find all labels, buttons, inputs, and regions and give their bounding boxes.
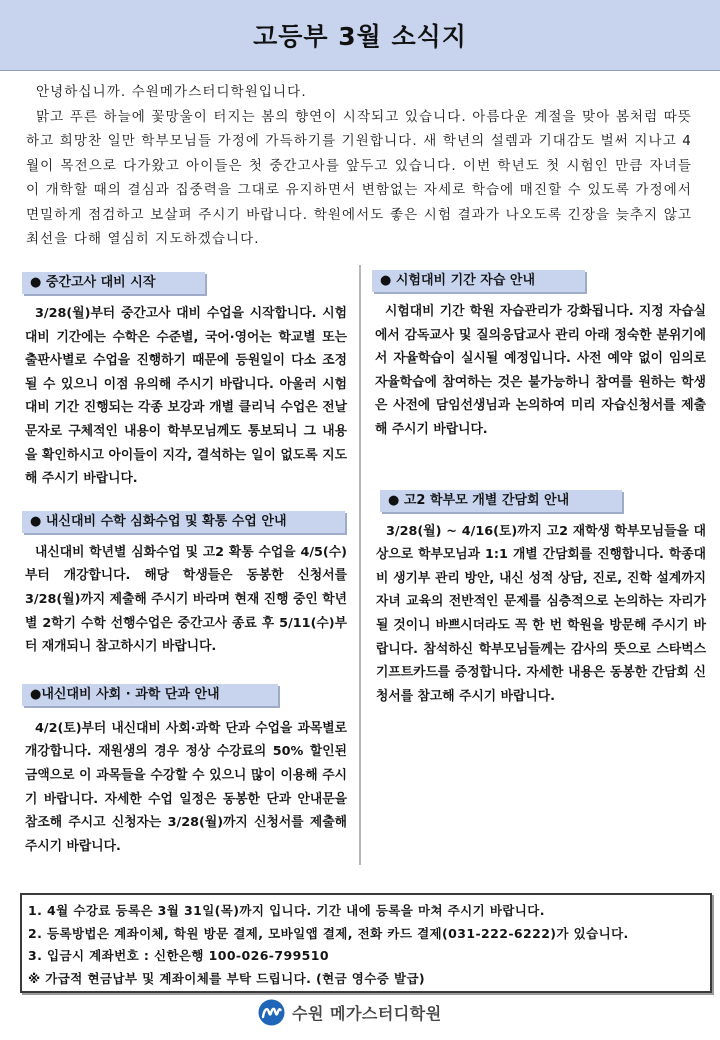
section-parent-meeting <box>376 490 706 709</box>
section-heading: ● 내신대비 수학 심화수업 및 확통 수업 안내 <box>22 511 345 533</box>
notice-item: ※ 가급적 현금납부 및 계좌이체를 부탁 드립니다. (현금 영수증 발급) <box>28 970 426 986</box>
footer-logo <box>258 998 442 1026</box>
intro-body: 맑고 푸른 하늘에 꽃망울이 터지는 봄의 향연이 시작되고 있습니다. 아름다운 계절을 맞아 봄처럼 따뜻하고 희망찬 일만 학부모님들 가정에 가득하기를 기원합니다. 새 학년의 설렘과 기대감도 벌써 지나고 4월이 목전으로 다가왔고 아이들은 첫 중간고사를 앞두고 있습니다. 이번 학년도 첫 시험인 만큼 자녀들이 개학할 때의 결심과 집중력을 그대로 유지하면서 변함없는 자세로 학습에 매진할 수 있도록 가정에서 면밀하게 점검하고 보살펴 주시기 바랍니다. 학원에서도 좋은 시험 결과가 나오도록 긴장을 늦추지 않고 최선을 다해 열심히 지도하겠습니다. <box>26 108 692 247</box>
logo-text: 수원 메가스터디학원 <box>292 1003 442 1023</box>
section-self-study <box>372 270 706 442</box>
header-banner <box>0 0 720 71</box>
page-title: 고등부 3월 소식지 <box>253 22 467 51</box>
intro-greeting: 안녕하십니까. 수원메가스터디학원입니다. <box>36 84 307 100</box>
column-divider <box>359 265 361 865</box>
notice-box <box>20 893 712 993</box>
section-body: 내신대비 학년별 심화수업 및 고2 확통 수업을 4/5(수)부터 개강합니다. 해당 학생들은 동봉한 신청서를 3/28(월)까지 제출해 주시기 바라며 현재 진행 중인 학년별 2학기 수학 선행수업은 중간고사 종료 후 5/11(수)부터 재개되니 참고하시기 바랍니다. <box>25 544 347 655</box>
right-column <box>372 270 706 708</box>
section-heading: ● 시험대비 기간 자습 안내 <box>372 270 585 292</box>
section-heading: ● 고2 학부모 개별 간담회 안내 <box>380 490 622 512</box>
section-body: 4/2(토)부터 내신대비 사회·과학 단과 수업을 과목별로 개강합니다. 재원생의 경우 정상 수강료의 50% 할인된 금액으로 이 과목들을 수강할 수 있으니 많이 이용해 주시기 바랍니다. 자세한 수업 일정은 동봉한 단과 안내문을 참조해 주시고 신청자는 3/28(월)까지 신청서를 제출해 주시기 바랍니다. <box>25 720 347 854</box>
notice-item: 2. 등록방법은 계좌이체, 학원 방문 결제, 모바일앱 결제, 전화 카드 결제(031-222-6222)가 있습니다. <box>28 925 629 941</box>
megastudy-logo-icon <box>258 999 285 1026</box>
section-midterm-prep <box>22 272 347 491</box>
section-body: 시험대비 기간 학원 자습관리가 강화됩니다. 지정 자습실에서 감독교사 및 질의응답교사 관리 아래 정숙한 분위기에서 자율학습이 실시될 예정입니다. 사전 예약 없이 임의로 자율학습에 참여하는 것은 불가능하니 참여를 원하는 학생은 사전에 담임선생님과 논의하여 미리 자습신청서를 제출해 주시기 바랍니다. <box>375 304 706 437</box>
section-heading: ●내신대비 사회 · 과학 단과 안내 <box>22 684 278 706</box>
notice-item: 3. 입금시 계좌번호 : 신한은행 100-026-799510 <box>28 948 329 963</box>
left-column <box>22 272 347 858</box>
section-heading: ● 중간고사 대비 시작 <box>22 272 205 294</box>
section-social-science <box>22 684 347 859</box>
section-math-advanced <box>22 511 347 659</box>
section-body: 3/28(월)부터 중간고사 대비 수업을 시작합니다. 시험대비 기간에는 수학은 수준별, 국어·영어는 학교별 또는 출판사별로 수업을 진행하기 때문에 등원일이 다소 조정될 수 있으니 이점 유의해 주시기 바랍니다. 아울러 시험대비 기간 진행되는 각종 보강과 개별 클리닉 수업은 전날 문자로 구체적인 내용이 학부모님께도 통보되니 그 내용을 확인하시고 아이들이 지각, 결석하는 일이 없도록 지도해 주시기 바랍니다. <box>25 306 347 487</box>
notice-item: 1. 4월 수강료 등록은 3월 31일(목)까지 입니다. 기간 내에 등록을 마쳐 주시기 바랍니다. <box>28 903 545 918</box>
section-body: 3/28(월) ~ 4/16(토)까지 고2 재학생 학부모님들을 대상으로 학부모님과 1:1 개별 간담회를 진행합니다. 학종대비 생기부 관리 방안, 내신 성적 상담, 진로, 진학 설계까지 자녀 교육의 전반적인 문제를 심층적으로 논의하는 자리가 될 것이니 바쁘시더라도 꼭 한 번 학원을 방문해 주시기 바랍니다. 참석하신 학부모님들께는 감사의 뜻으로 스타벅스 기프트카드를 증정합니다. 자세한 내용은 동봉한 간담회 신청서를 참고해 주시기 바랍니다. <box>376 523 706 704</box>
intro-letter <box>26 80 692 252</box>
